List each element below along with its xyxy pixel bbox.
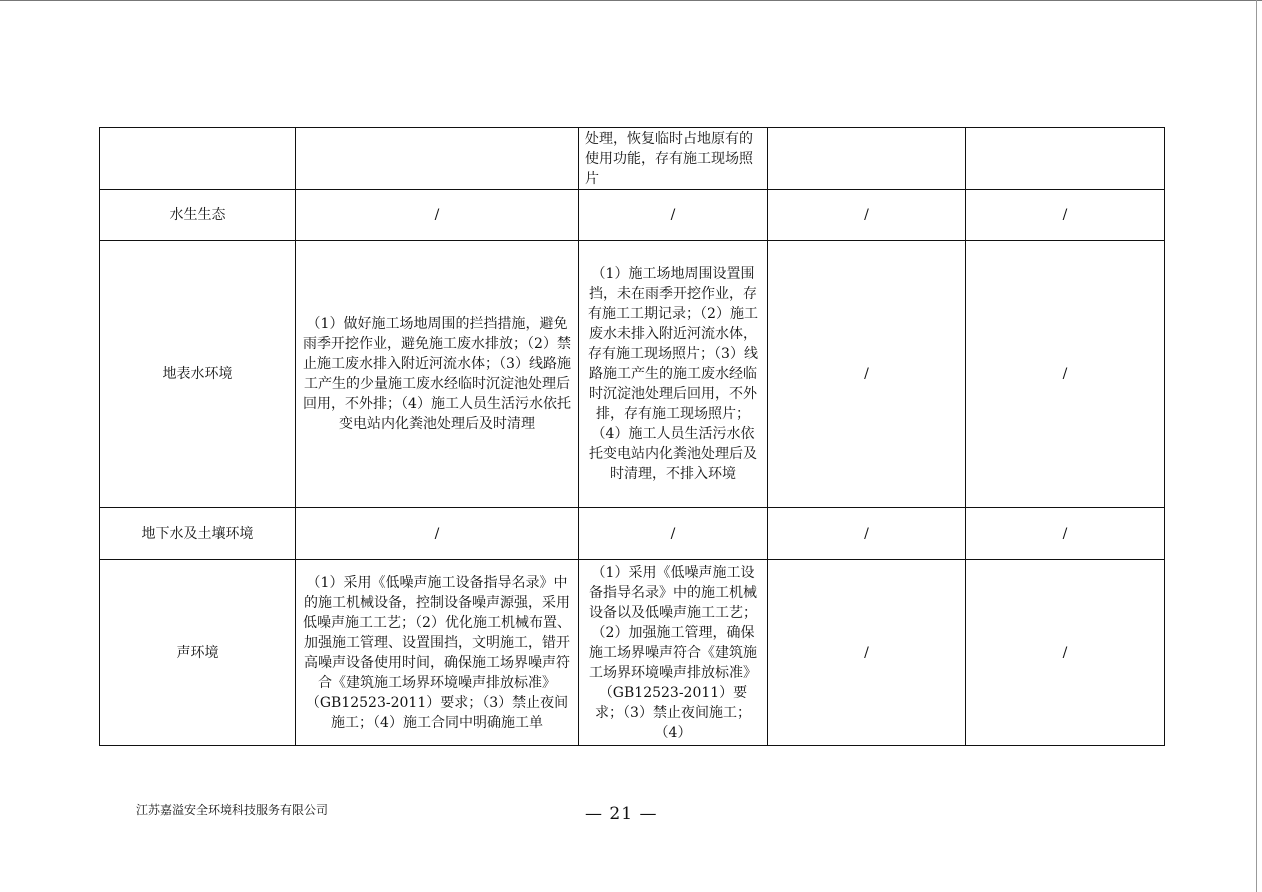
measures-cell: / [296, 190, 579, 241]
col4-cell: / [768, 241, 966, 508]
status-cell: / [579, 190, 768, 241]
table-row [100, 508, 1165, 560]
factor-cell: 地下水及土壤环境 [100, 508, 296, 560]
top-border-line [0, 0, 1262, 1]
factor-cell [100, 128, 296, 190]
environmental-measures-table [99, 127, 1165, 746]
table-row [100, 241, 1165, 508]
factor-cell: 水生生态 [100, 190, 296, 241]
status-cell: 处理，恢复临时占地原有的使用功能，存有施工现场照片 [579, 128, 768, 190]
col5-cell: / [966, 190, 1165, 241]
table-row [100, 128, 1165, 190]
right-border-line [1256, 0, 1257, 892]
col4-cell [768, 128, 966, 190]
col4-cell: / [768, 508, 966, 560]
status-cell: （1）施工场地周围设置围挡，未在雨季开挖作业，存有施工工期记录；（2）施工废水未排入附近河流水体，存有施工现场照片；（3）线路施工产生的施工废水经临时沉淀池处理后回用，不外排，存有施工现场照片；（4）施工人员生活污水依托变电站内化粪池处理后及时清理，不排入环境 [579, 241, 768, 508]
status-cell: （1）采用《低噪声施工设备指导名录》中的施工机械设备以及低噪声施工工艺；（2）加强施工管理，确保施工场界噪声符合《建筑施工场界环境噪声排放标准》（GB12523-2011）要求；（3）禁止夜间施工；（4） [579, 560, 768, 746]
factor-cell: 声环境 [100, 560, 296, 746]
measures-cell: / [296, 508, 579, 560]
status-cell: / [579, 508, 768, 560]
page-number: — 21 — [585, 804, 658, 824]
measures-cell [296, 128, 579, 190]
col4-cell: / [768, 560, 966, 746]
col5-cell: / [966, 560, 1165, 746]
measures-cell: （1）做好施工场地周围的拦挡措施，避免雨季开挖作业，避免施工废水排放；（2）禁止施工废水排入附近河流水体；（3）线路施工产生的少量施工废水经临时沉淀池处理后回用，不外排；（4）施工人员生活污水依托变电站内化粪池处理后及时清理 [296, 241, 579, 508]
measures-cell: （1）采用《低噪声施工设备指导名录》中的施工机械设备，控制设备噪声源强，采用低噪声施工工艺；（2）优化施工机械布置、加强施工管理、设置围挡，文明施工，错开高噪声设备使用时间，确保施工场界噪声符合《建筑施工场界环境噪声排放标准》（GB12523-2011）要求；（3）禁止夜间施工；（4）施工合同中明确施工单 [296, 560, 579, 746]
col5-cell: / [966, 508, 1165, 560]
footer-company-name: 江苏嘉溢安全环境科技服务有限公司 [136, 803, 329, 817]
col5-cell: / [966, 241, 1165, 508]
col5-cell [966, 128, 1165, 190]
col4-cell: / [768, 190, 966, 241]
table-row [100, 190, 1165, 241]
table-row [100, 560, 1165, 746]
factor-cell: 地表水环境 [100, 241, 296, 508]
